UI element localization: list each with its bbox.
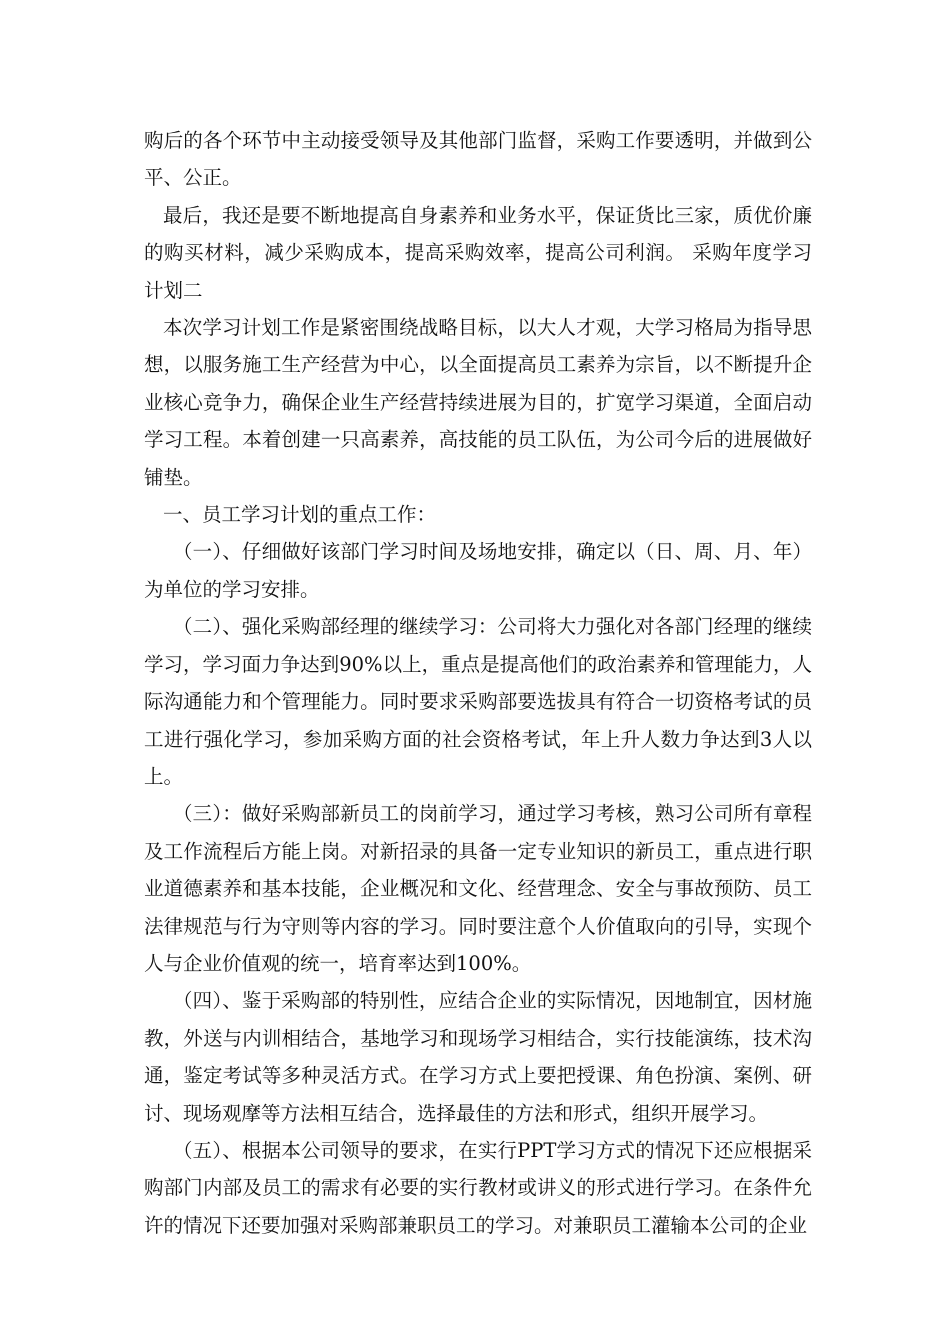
paragraph-item-2: （二）、强化采购部经理的继续学习：公司将大力强化对各部门经理的继续学习，学习面力争达到90%以上，重点是提高他们的政治素养和管理能力，人际沟通能力和个管理能力。同时要求采购部要选拔具有符合一切资格考试的员工进行强化学习，参加采购方面的社会资格考试，年上升人数力争达到3人以上。 bbox=[144, 615, 812, 788]
paragraph-plan-intro: 本次学习计划工作是紧密围绕战略目标，以大人才观，大学习格局为指导思想，以服务施工生产经营为中心，以全面提高员工素养为宗旨，以不断提升企业核心竞争力，确保企业生产经营持续进展为目的，扩宽学习渠道，全面启动学习工程。本着创建一只高素养，高技能的员工队伍，为公司今后的进展做好铺垫。 bbox=[144, 316, 812, 489]
paragraph-item-3: （三）：做好采购部新员工的岗前学习，通过学习考核，熟习公司所有章程及工作流程后方能上岗。对新招录的具备一定专业知识的新员工，重点进行职业道德素养和基本技能，企业概况和文化、经营理念、安全与事故预防、员工法律规范与行为守则等内容的学习。同时要注意个人价值取向的引导，实现个人与企业价值观的统一，培育率达到100%。 bbox=[144, 802, 812, 975]
section-heading-key-work: 一、员工学习计划的重点工作： bbox=[163, 503, 437, 527]
paragraph-item-4: （四）、鉴于采购部的特别性，应结合企业的实际情况，因地制宜，因材施教，外送与内训相结合，基地学习和现场学习相结合，实行技能演练，技术沟通，鉴定考试等多种灵活方式。在学习方式上要把授课、角色扮演、案例、研讨、现场观摩等方法相互结合，选择最佳的方法和形式，组织开展学习。 bbox=[144, 989, 812, 1125]
paragraph-item-1: （一）、仔细做好该部门学习时间及场地安排，确定以（日、周、月、年）为单位的学习安排。 bbox=[144, 540, 812, 601]
document-body bbox=[144, 122, 812, 1244]
paragraph-item-5: （五）、根据本公司领导的要求，在实行PPT学习方式的情况下还应根据采购部门内部及员工的需求有必要的实行教材或讲义的形式进行学习。在条件允许的情况下还要加强对采购部兼职员工的学习。对兼职员工灌输本公司的企业 bbox=[144, 1138, 812, 1237]
paragraph-procurement-supervision: 购后的各个环节中主动接受领导及其他部门监督，采购工作要透明，并做到公平、公正。 bbox=[144, 129, 812, 190]
paragraph-finally-improve: 最后，我还是要不断地提高自身素养和业务水平，保证货比三家，质优价廉的购买材料，减少采购成本，提高采购效率，提高公司利润。 采购年度学习计划二 bbox=[144, 203, 812, 302]
